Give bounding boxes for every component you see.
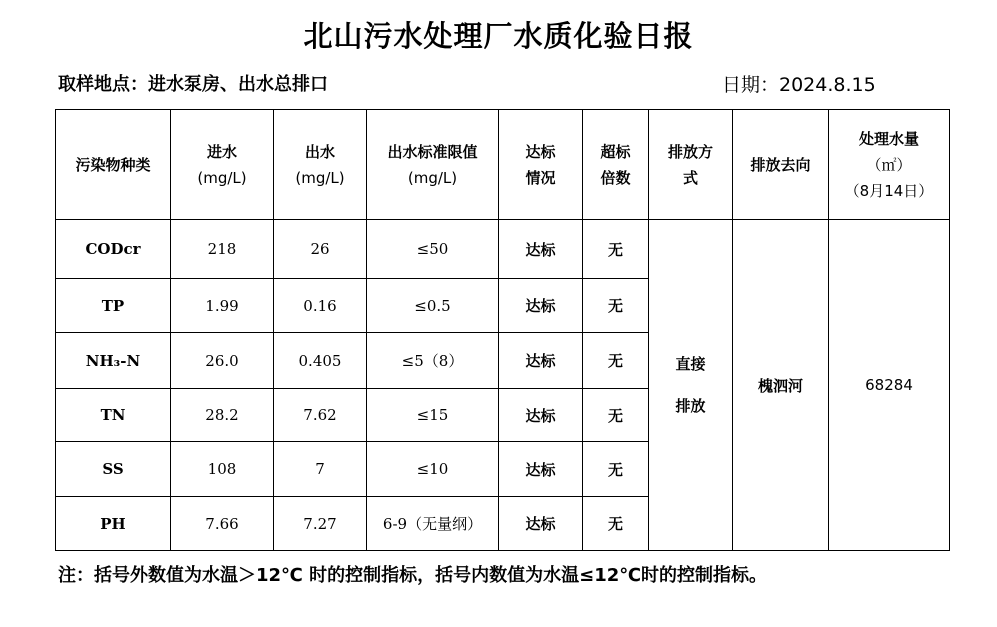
exceed-multiple: 无 [583, 497, 649, 551]
header-inflow-label: 进水 [206, 142, 237, 161]
exceed-multiple: 无 [583, 442, 649, 497]
header-exceed [583, 110, 649, 220]
compliance-status: 达标 [499, 442, 583, 497]
treated-volume: 68284 [829, 220, 950, 551]
inflow-value: 28.2 [171, 389, 274, 442]
exceed-multiple: 无 [583, 389, 649, 442]
header-destination: 排放去向 [733, 110, 829, 220]
outflow-value: 7.62 [274, 389, 367, 442]
outflow-value: 26 [274, 220, 367, 279]
header-volume-date: （8月14日） [844, 181, 934, 200]
outflow-value: 7 [274, 442, 367, 497]
water-quality-table [55, 109, 950, 551]
header-discharge-mode-line2: 式 [682, 168, 698, 187]
compliance-status: 达标 [499, 333, 583, 389]
discharge-mode-line2: 排放 [675, 397, 706, 415]
header-volume-label: 处理水量 [858, 129, 919, 148]
report-date: 日期：2024.8.15 [722, 74, 876, 96]
limit-value: ≤10 [367, 442, 499, 497]
header-inflow-unit: (mg/L) [197, 168, 247, 187]
limit-value: ≤50 [367, 220, 499, 279]
header-discharge-mode [649, 110, 733, 220]
pollutant-name: TN [56, 389, 171, 442]
outflow-value: 0.405 [274, 333, 367, 389]
header-pollutant: 污染物种类 [56, 110, 171, 220]
discharge-destination: 槐泗河 [733, 220, 829, 551]
header-outflow-label: 出水 [304, 142, 335, 161]
pollutant-name: SS [56, 442, 171, 497]
limit-value: 6-9（无量纲） [367, 497, 499, 551]
outflow-value: 0.16 [274, 279, 367, 333]
limit-value: ≤15 [367, 389, 499, 442]
compliance-status: 达标 [499, 279, 583, 333]
header-compliance-line2: 情况 [525, 168, 556, 187]
exceed-multiple: 无 [583, 279, 649, 333]
discharge-mode-line1: 直接 [675, 355, 706, 373]
table-header-row [56, 110, 950, 220]
compliance-status: 达标 [499, 389, 583, 442]
inflow-value: 1.99 [171, 279, 274, 333]
header-limit [367, 110, 499, 220]
header-volume [829, 110, 950, 220]
inflow-value: 108 [171, 442, 274, 497]
pollutant-name: PH [56, 497, 171, 551]
compliance-status: 达标 [499, 497, 583, 551]
discharge-mode [649, 220, 733, 551]
exceed-multiple: 无 [583, 220, 649, 279]
header-compliance [499, 110, 583, 220]
report-title: 北山污水处理厂水质化验日报 [303, 19, 694, 53]
outflow-value: 7.27 [274, 497, 367, 551]
header-inflow [171, 110, 274, 220]
inflow-value: 26.0 [171, 333, 274, 389]
pollutant-name: TP [56, 279, 171, 333]
sampling-location: 取样地点：进水泵房、出水总排口 [58, 74, 328, 95]
header-exceed-line2: 倍数 [600, 168, 631, 187]
exceed-multiple: 无 [583, 333, 649, 389]
pollutant-name: CODcr [56, 220, 171, 279]
header-volume-unit: （㎡） [866, 155, 912, 174]
header-discharge-mode-line1: 排放方 [667, 142, 713, 161]
header-compliance-line1: 达标 [525, 142, 556, 161]
header-outflow-unit: (mg/L) [295, 168, 345, 187]
header-limit-unit: (mg/L) [407, 168, 458, 187]
limit-value: ≤5（8） [367, 333, 499, 389]
limit-value: ≤0.5 [367, 279, 499, 333]
pollutant-name: NH₃-N [56, 333, 171, 389]
inflow-value: 218 [171, 220, 274, 279]
footnote: 注：括号外数值为水温＞12℃ 时的控制指标，括号内数值为水温≤12℃时的控制指标。 [58, 565, 768, 586]
inflow-value: 7.66 [171, 497, 274, 551]
table-row-codcr [56, 220, 950, 279]
compliance-status: 达标 [499, 220, 583, 279]
header-limit-label: 出水标准限值 [387, 142, 478, 161]
header-exceed-line1: 超标 [600, 142, 631, 161]
header-outflow [274, 110, 367, 220]
